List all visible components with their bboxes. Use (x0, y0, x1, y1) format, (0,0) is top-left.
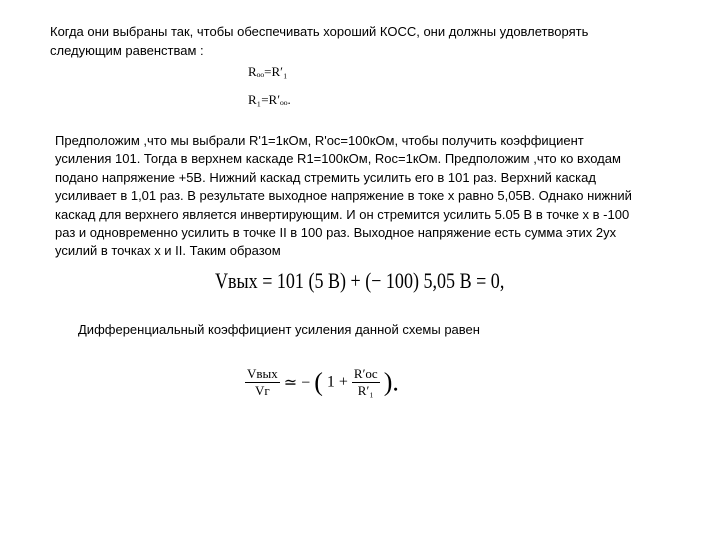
main-line: Предположим ,что мы выбрали R'1=1кОм, R'oc=100кОм, чтобы получить коэффициент (55, 133, 584, 148)
one-plus: 1 + (326, 373, 348, 391)
main-paragraph (55, 132, 685, 261)
fraction-denominator: Vг (255, 383, 270, 398)
formula-r1-text: R₁=R′ₒₒ. (248, 92, 291, 107)
differential-gain-text: Дифференциальный коэффициент усиления данной схемы равен (78, 322, 480, 337)
intro-paragraph (50, 22, 670, 60)
fraction-numerator: Vвых (247, 366, 278, 381)
close-paren: ). (383, 367, 399, 397)
formula-roc-text: Rₒₒ=R′₁ (248, 64, 288, 79)
fraction-numerator: R′oc (353, 366, 378, 381)
formula-output-voltage (215, 268, 504, 294)
main-line: усиления 101. Тогда в верхнем каскаде R1=100кОм, Roc=1кОм. Предположим ,что ко входам (55, 151, 621, 167)
formula-r1-equality (248, 92, 291, 108)
approx-minus-sign: ≃ − (283, 374, 311, 392)
main-line: каскад для верхнего является инвертирующим. И он стремится усилить 5.05 В в точке х в -100 (55, 206, 630, 222)
intro-line-1: Когда они выбраны так, чтобы обеспечивать хороший КОСС, они должны удовлетворять (50, 24, 589, 39)
main-line: усиливает в 1,01 раз. В результате выходное напряжение в токе х равно 5,05В. Однако нижний (55, 188, 632, 204)
intro-line-2: следующим равенствам : (50, 43, 204, 58)
main-line: раз и одновременно усилить в точке II в 100 раз. Выходное напряжение есть сумма этих 2ух (55, 225, 617, 241)
open-paren: ( (314, 367, 323, 397)
formula-output-text: Vвых = 101 (5 В) + (− 100) 5,05 В = 0, (215, 268, 505, 293)
formula-roc-equality (248, 64, 288, 80)
fraction-denominator: R′₁ (357, 383, 374, 398)
fraction-vout-vg (245, 366, 280, 399)
formula-differential-gain (245, 366, 399, 399)
fraction-roc-r1 (352, 366, 380, 399)
main-line: усилий в точках х и II. Таким образом (55, 243, 281, 259)
main-line: подано напряжение +5В. Нижний каскад стремить усилить его в 101 раз. Верхний каскад (55, 169, 596, 185)
